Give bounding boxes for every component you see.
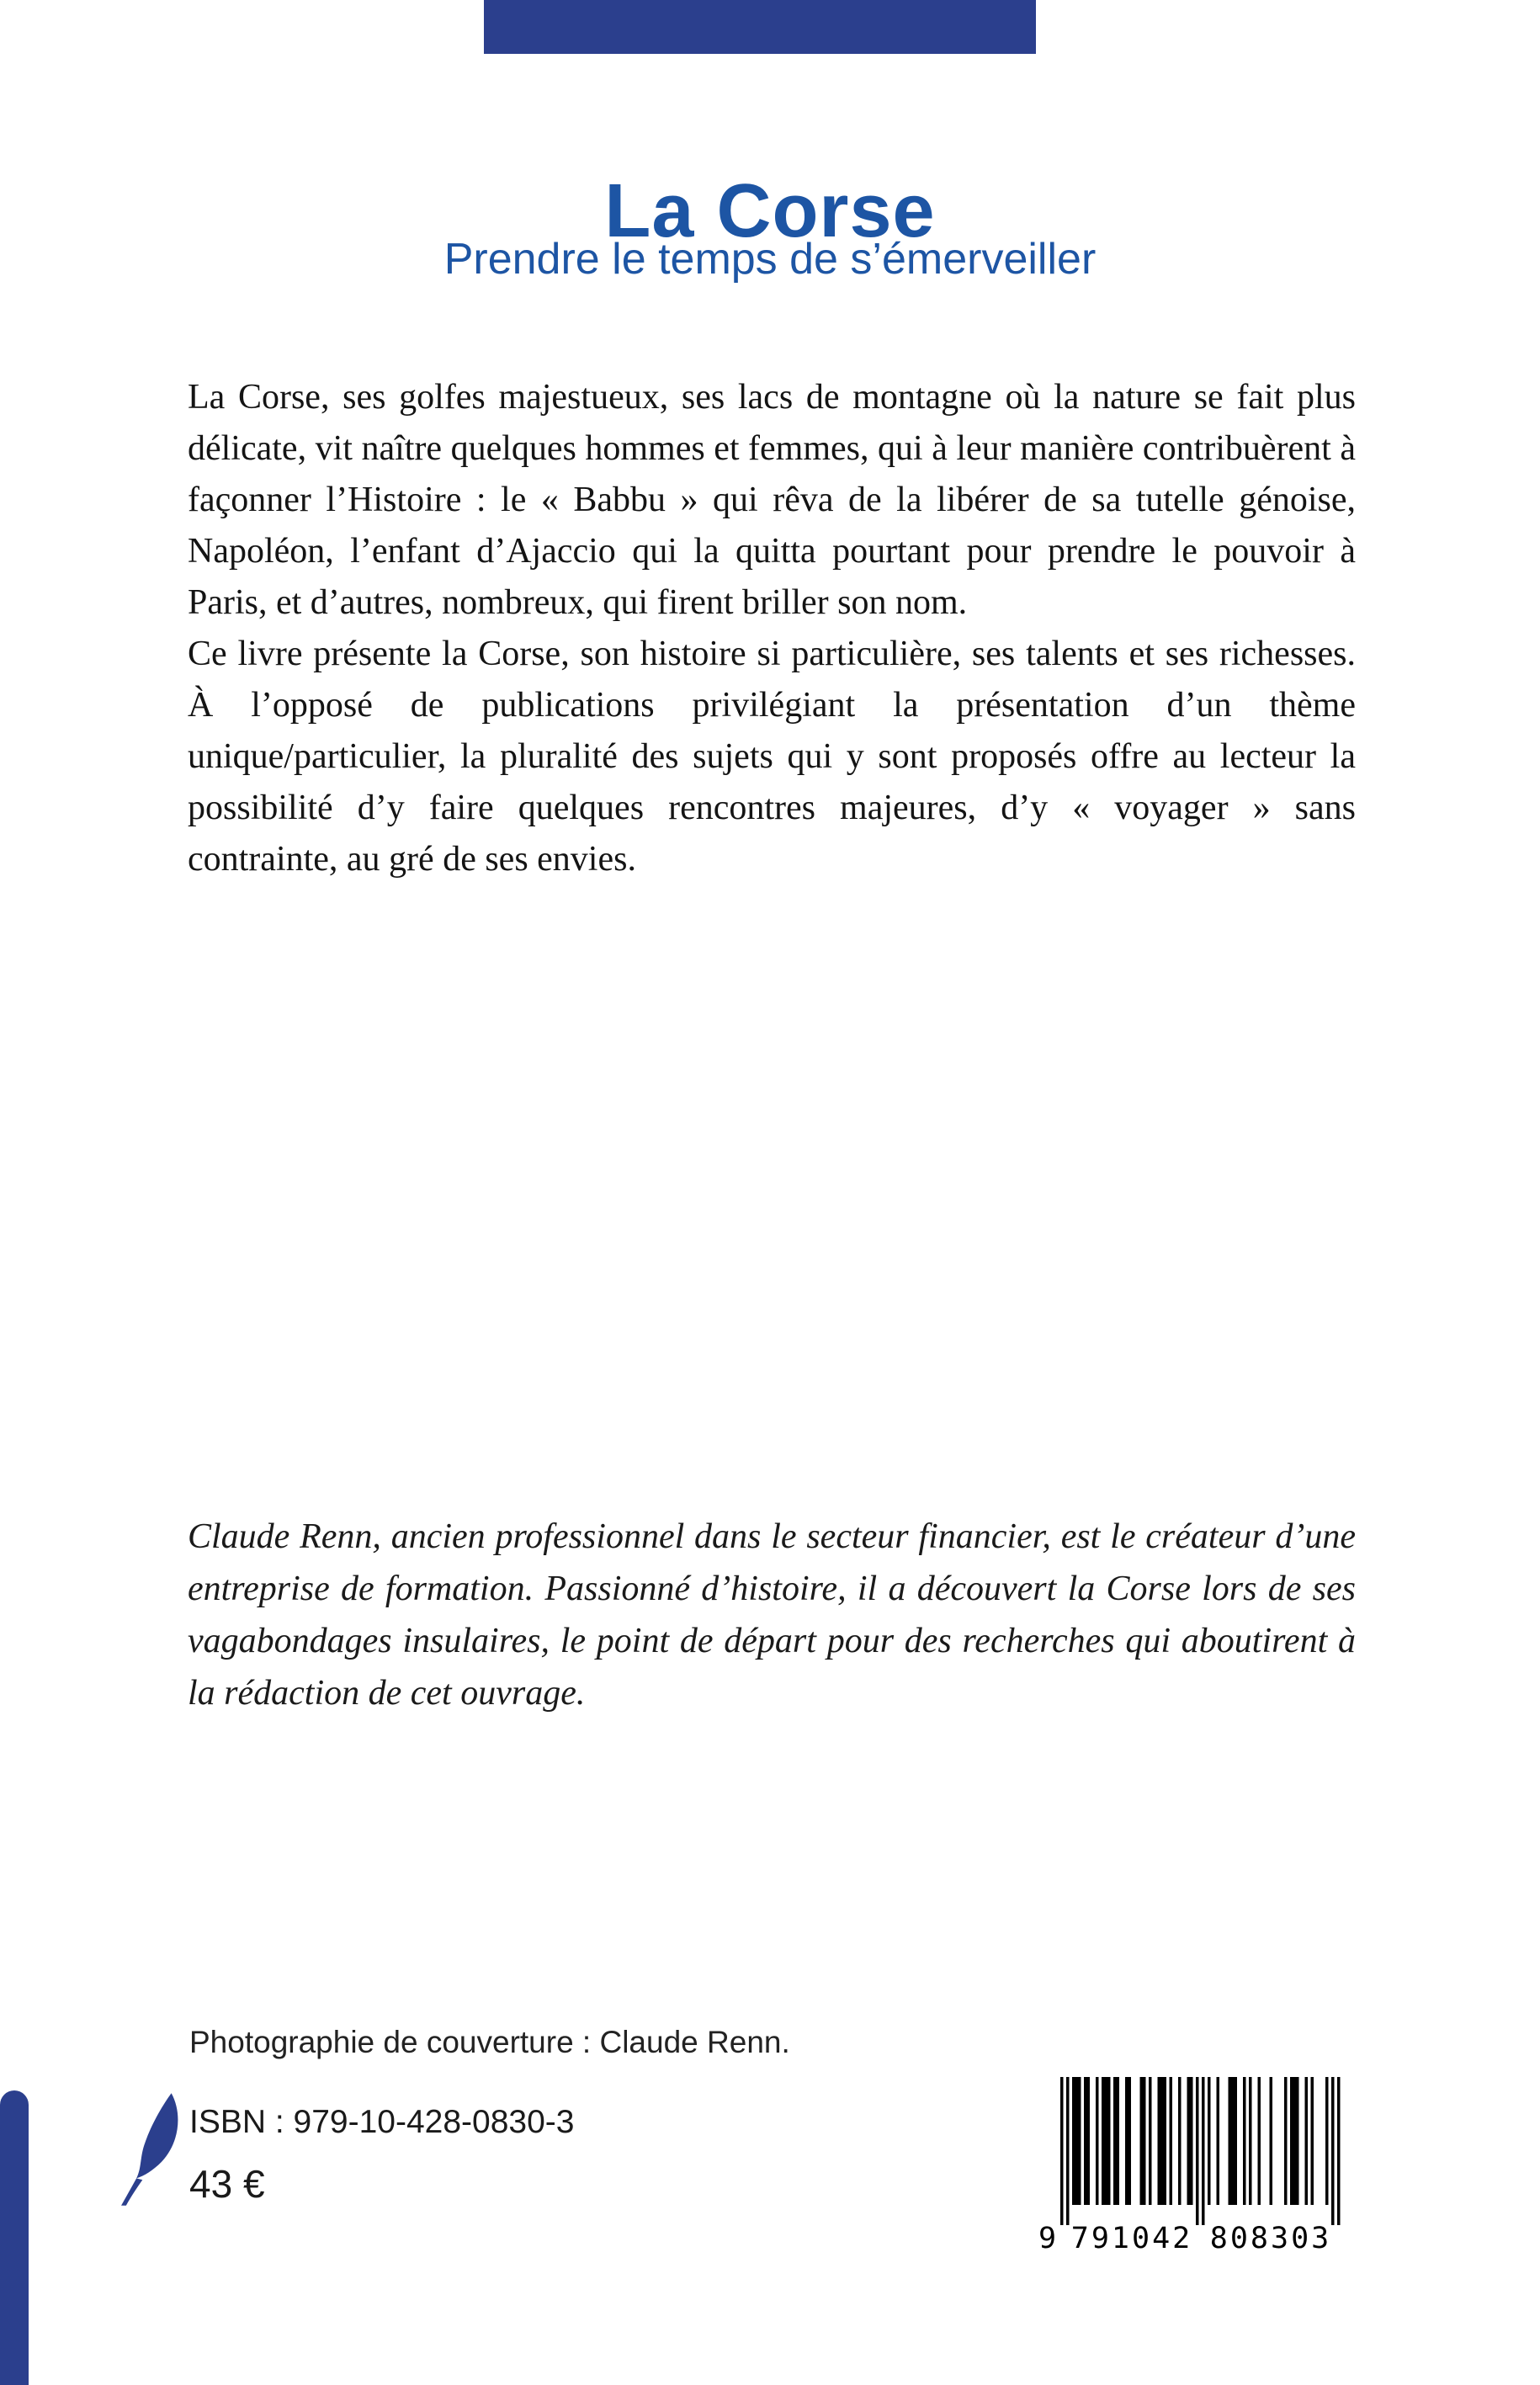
book-title: La Corse (604, 169, 936, 254)
barcode-bars (1038, 2077, 1343, 2228)
book-subtitle: Prendre le temps de s’émerveiller (443, 235, 1097, 284)
left-accent-bar (0, 2090, 29, 2385)
synopsis-paragraph-2: Ce livre présente la Corse, son histoire si particulière, ses talents et ses richesses. À l’opposé de publications privilégiant la présentation d’un thème unique/particulier, la pluralité des sujets qui y sont proposés offre au lecteur la possibilité d’y faire quelques rencontres majeures, d’y « voyager » sans contrainte, au gré de ses envies. (188, 635, 1356, 879)
barcode (1038, 2077, 1343, 2257)
publisher-feather-icon (118, 2092, 183, 2207)
photo-credit: Photographie de couverture : Claude Renn. (189, 2025, 790, 2059)
top-accent-bar (484, 0, 1036, 54)
barcode-digit-left: 9 (1038, 2222, 1059, 2255)
price-text: 43 € (189, 2162, 265, 2206)
synopsis (188, 372, 1356, 885)
barcode-digits-group2: 808303 (1209, 2222, 1332, 2255)
isbn-text: ISBN : 979-10-428-0830-3 (189, 2104, 575, 2140)
author-bio: Claude Renn, ancien professionnel dans le secteur financier, est le créateur d’une entreprise de formation. Passionné d’histoire, il a découvert la Corse lors de ses vagabondages insulaires, le point de départ pour des recherches qui aboutirent à la rédaction de cet ouvrage. (188, 1517, 1356, 1713)
synopsis-paragraph-1: La Corse, ses golfes majestueux, ses lacs de montagne où la nature se fait plus délicate, vit naître quelques hommes et femmes, qui à leur manière contribuèrent à façonner l’Histoire : le « Babbu » qui rêva de la libérer de sa tutelle génoise, Napoléon, l’enfant d’Ajaccio qui la quitta pourtant pour prendre le pouvoir à Paris, et d’autres, nombreux, qui firent briller son nom. (188, 378, 1356, 622)
barcode-digits-group1: 791042 (1070, 2222, 1193, 2255)
